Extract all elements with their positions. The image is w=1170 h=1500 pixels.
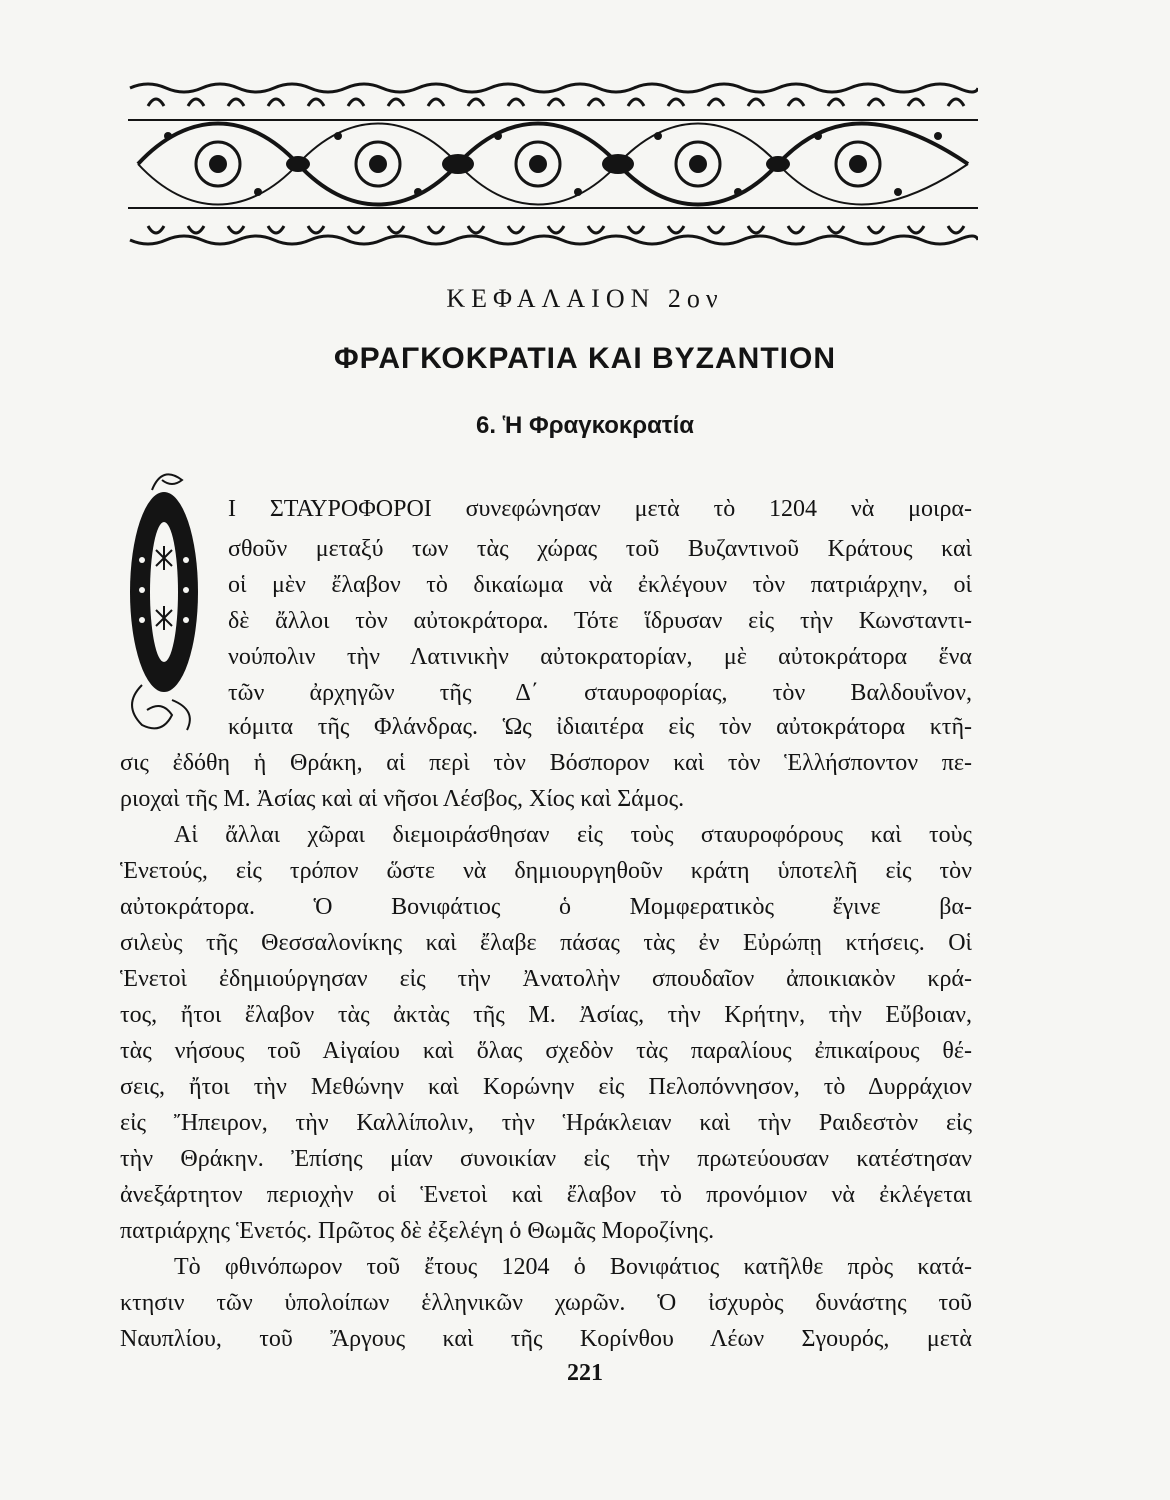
text-line: σις ἐδόθη ἡ Θράκη, αἱ περὶ τὸν Βόσπορον καὶ τὸν Ἑλλήσποντον πε- bbox=[120, 750, 972, 776]
text-line: Αἱ ἄλλαι χῶραι διεμοιράσθησαν εἰς τοὺς σταυροφόρους καὶ τοὺς bbox=[174, 822, 972, 848]
ornamental-header-band bbox=[128, 80, 978, 250]
section-title: 6. Ἡ Φραγκοκρατία bbox=[475, 412, 695, 439]
text-line: ριοχαὶ τῆς Μ. Ἀσίας καὶ αἱ νῆσοι Λέσβος, Χίος καὶ Σάμος. bbox=[120, 786, 685, 812]
text-line: Ι ΣΤΑΥΡΟΦΟΡΟΙ συνεφώνησαν μετὰ τὸ 1204 νὰ μοιρα- bbox=[228, 496, 972, 522]
text-line: τὰς νήσους τοῦ Αἰγαίου καὶ ὅλας σχεδὸν τὰς παραλίους ἐπικαίρους θέ- bbox=[120, 1038, 972, 1064]
text-line: τὴν Θράκην. Ἐπίσης μίαν συνοικίαν εἰς τὴν πρωτεύουσαν κατέστησαν bbox=[120, 1146, 972, 1172]
text-line: δὲ ἄλλοι τὸν αὐτοκράτορα. Τότε ἵδρυσαν εἰς τὴν Κωνσταντι- bbox=[228, 608, 972, 634]
text-line: πατριάρχης Ἑνετός. Πρῶτος δὲ ἐξελέγη ὁ Θωμᾶς Μοροζίνης. bbox=[120, 1218, 715, 1244]
page-number: 221 bbox=[567, 1360, 603, 1386]
text-line: Ναυπλίου, τοῦ Ἄργους καὶ τῆς Κορίνθου Λέων Σγουρός, μετὰ bbox=[120, 1326, 972, 1352]
text-line: Ἑνετοὶ ἐδημιούργησαν εἰς τὴν Ἀνατολὴν σπουδαῖον ἀποικιακὸν κρά- bbox=[120, 966, 972, 992]
text-line: σεις, ἤτοι τὴν Μεθώνην καὶ Κορώνην εἰς Πελοπόννησον, τὸ Δυρράχιον bbox=[120, 1074, 972, 1100]
text-line: ἀνεξάρτητον περιοχὴν οἱ Ἑνετοὶ καὶ ἔλαβον τὸ προνόμιον νὰ ἐκλέγεται bbox=[120, 1182, 972, 1208]
text-line: κτησιν τῶν ὑπολοίπων ἑλληνικῶν χωρῶν. Ὁ ἰσχυρὸς δυνάστης τοῦ bbox=[120, 1290, 972, 1316]
text-line: τος, ἤτοι ἔλαβον τὰς ἀκτὰς τῆς Μ. Ἀσίας, τὴν Κρήτην, τὴν Εὔβοιαν, bbox=[120, 1002, 972, 1028]
text-line: εἰς Ἤπειρον, τὴν Καλλίπολιν, τὴν Ἡράκλειαν καὶ τὴν Ραιδεστὸν εἰς bbox=[120, 1110, 972, 1136]
text-line: αὐτοκράτορα. Ὁ Βονιφάτιος ὁ Μομφερατικὸς ἔγινε βα- bbox=[120, 894, 972, 920]
text-line: τῶν ἀρχηγῶν τῆς Δ΄ σταυροφορίας, τὸν Βαλδουΐνον, bbox=[228, 680, 972, 706]
text-line: Τὸ φθινόπωρον τοῦ ἔτους 1204 ὁ Βονιφάτιος κατῆλθε πρὸς κατά- bbox=[174, 1254, 972, 1280]
ornate-dropcap bbox=[112, 450, 212, 740]
chapter-title: ΦΡΑΓΚΟΚΡΑΤΙΑ ΚΑΙ ΒΥΖΑΝΤΙΟΝ bbox=[333, 342, 836, 375]
text-line: οἱ μὲν ἔλαβον τὸ δικαίωμα νὰ ἐκλέγουν τὸν πατριάρχην, οἱ bbox=[228, 572, 972, 598]
text-line: κόμιτα τῆς Φλάνδρας. Ὡς ἰδιαιτέρα εἰς τὸν αὐτοκράτορα κτῆ- bbox=[228, 714, 972, 740]
text-line: σθοῦν μεταξύ των τὰς χώρας τοῦ Βυζαντινοῦ Κράτους καὶ bbox=[228, 536, 972, 562]
chapter-label: ΚΕΦΑΛΑΙΟΝ 2ον bbox=[446, 284, 724, 313]
text-line: νούπολιν τὴν Λατινικὴν αὐτοκρατορίαν, μὲ αὐτοκράτορα ἕνα bbox=[228, 644, 972, 670]
text-line: Ἑνετούς, εἰς τρόπον ὥστε νὰ δημιουργηθοῦν κράτη ὑποτελῆ εἰς τὸν bbox=[120, 858, 972, 884]
text-line: σιλεὺς τῆς Θεσσαλονίκης καὶ ἔλαβε πάσας τὰς ἐν Εὐρώπῃ κτήσεις. Οἱ bbox=[120, 930, 972, 956]
